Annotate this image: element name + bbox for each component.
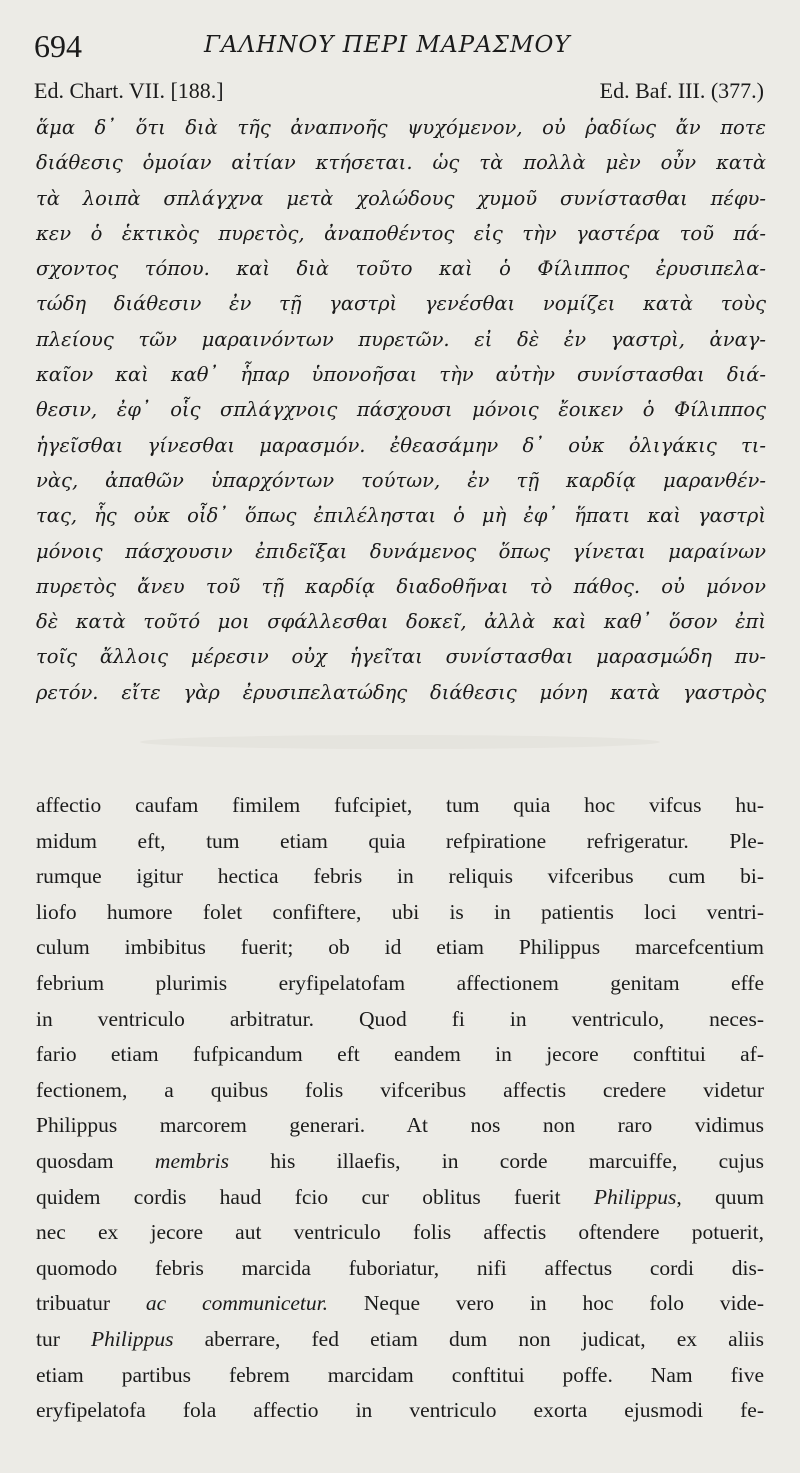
text-span: culum imbibitus fuerit; ob id etiam Philippus marcefcentium [36,935,764,960]
text-span: , quum [676,1184,764,1209]
latin-text-line [36,1215,764,1251]
edition-reference-right: Ed. Baf. III. (377.) [599,78,764,103]
latin-text-line [36,788,764,824]
page-header [34,28,770,68]
text-span: aberrare, fed etiam dum non judicat, ex aliis [173,1326,764,1351]
text-span: liofo humore folet confiftere, ubi is in patientis loci ventri- [36,899,764,924]
text-span: etiam partibus febrem marcidam conftitui poffe. Nam five [36,1362,764,1387]
text-span: quosdam [36,1148,155,1173]
latin-text-line [36,1393,764,1429]
latin-text-line [36,824,764,860]
greek-text-block [36,110,766,710]
text-span: quidem cordis haud fcio cur oblitus fuerit [36,1184,594,1209]
latin-text-line [36,1180,764,1216]
latin-text-line [36,1358,764,1394]
text-span: affectio caufam fimilem fufcipiet, tum quia hoc vifcus hu- [36,793,764,817]
latin-text-line [36,1251,764,1287]
latin-text-line [36,930,764,966]
latin-text-line [36,1073,764,1109]
text-span: rumque igitur hectica febris in reliquis vifceribus cum bi- [36,864,764,889]
greek-text-line: δὲ κατὰ τοῦτό μοι σφάλλεσθαι δοκεῖ, ἀλλὰ καὶ καθ᾽ ὅσον ἐπὶ [36,610,766,634]
text-span: eryfipelatofa fola affectio in ventriculo exorta ejusmodi fe- [36,1398,764,1423]
greek-text-line: ἡγεῖσθαι γίνεσθαι μαρασμόν. ἐθεασάμην δ᾽ οὐκ ὀλιγάκις τι- [36,433,766,457]
text-span: febrium plurimis eryfipelatofam affectionem genitam effe [36,970,764,995]
latin-text-line [36,859,764,895]
greek-text-line: πλείους τῶν μαραινόντων πυρετῶν. εἰ δὲ ἐν γαστρὶ, ἀναγ- [36,327,766,351]
text-span: nec ex jecore aut ventriculo folis affectis oftendere potuerit, [36,1220,764,1245]
latin-text-line [36,895,764,931]
text-span: Neque vero in hoc folo vide- [328,1291,765,1316]
running-title: ΓΑΛΗΝΟΥ ΠΕΡΙ ΜΑΡΑΣΜΟΥ [204,32,571,58]
text-span: midum eft, tum etiam quia refpiratione refrigeratur. Ple- [36,828,764,853]
greek-text-line: καῖον καὶ καθ᾽ ἧπαρ ὑπονοῆσαι τὴν αὐτὴν συνίστασθαι διά- [36,363,766,387]
text-span: fario etiam fufpicandum eft eandem in jecore conftitui af- [36,1042,764,1067]
text-span: Philippus marcorem generari. At nos non raro vidimus [36,1113,764,1138]
latin-text-line [36,1286,764,1322]
latin-text-line [36,1108,764,1144]
greek-text-line: μόνοις πάσχουσιν ἐπιδεῖξαι δυνάμενος ὅπως γίνεται μαραίνων [36,539,766,563]
text-span: in ventriculo arbitratur. Quod fi in ventriculo, neces- [36,1006,764,1031]
latin-text-line [36,1037,764,1073]
greek-text-line: τοῖς ἄλλοις μέρεσιν οὐχ ἡγεῖται συνίστασθαι μαρασμώδη πυ- [36,645,766,669]
latin-text-block [36,788,764,1429]
greek-text-line: πυρετὸς ἄνευ τοῦ τῇ καρδίᾳ διαδοθῆναι τὸ πάθος. οὐ μόνον [36,574,766,598]
greek-text-line: κεν ὁ ἑκτικὸς πυρετὸς, ἀναποθέντος εἰς τὴν γαστέρα τοῦ πά- [36,221,766,245]
greek-text-line: διάθεσις ὁμοίαν αἰτίαν κτήσεται. ὡς τὰ πολλὰ μὲν οὖν κατὰ [36,151,766,175]
greek-text-line: τας, ἧς οὐκ οἶδ᾽ ὅπως ἐπιλέλησται ὁ μὴ ἐφ᾽ ἥπατι καὶ γαστρὶ [36,504,766,528]
italic-span: Philippus [91,1326,174,1351]
latin-text-line [36,1322,764,1358]
italic-span: Philippus [593,1184,677,1209]
greek-text-line: ἅμα δ᾽ ὅτι διὰ τῆς ἀναπνοῆς ψυχόμενον, οὐ ῥαδίως ἄν ποτε [36,116,766,139]
greek-text-line: ρετόν. εἴτε γὰρ ἐρυσιπελατώδης διάθεσις μόνη κατὰ γαστρὸς [36,680,766,704]
latin-text-line [36,966,764,1002]
greek-text-line: τώδη διάθεσιν ἐν τῇ γαστρὶ γενέσθαι νομίζει κατὰ τοὺς [36,292,766,316]
paper-smudge [140,735,660,749]
text-span: quomodo febris marcida fuboriatur, nifi affectus cordi dis- [36,1255,764,1280]
edition-reference-left: Ed. Chart. VII. [188.] [34,78,224,103]
text-span: his illaefis, in corde marcuiffe, cujus [228,1148,764,1173]
text-span: fectionem, a quibus folis vifceribus affectis credere videtur [36,1077,764,1102]
greek-text-line: σχοντος τόπου. καὶ διὰ τοῦτο καὶ ὁ Φίλιππος ἐρυσιπελα- [36,257,766,281]
italic-span: ac communicetur. [145,1291,329,1316]
greek-text-line: τὰ λοιπὰ σπλάγχνα μετὰ χολώδους χυμοῦ συνίστασθαι πέφυ- [36,186,766,210]
text-span: tribuatur [36,1291,146,1316]
italic-span: membris [154,1148,229,1173]
greek-text-line: θεσιν, ἐφ᾽ οἷς σπλάγχνοις πάσχουσι μόνοις ἔοικεν ὁ Φίλιππος [36,398,766,422]
latin-text-line [36,1002,764,1038]
text-span: tur [36,1326,92,1351]
page-number: 694 [34,28,82,64]
latin-text-line [36,1144,764,1180]
greek-text-line: νὰς, ἀπαθῶν ὑπαρχόντων τούτων, ἐν τῇ καρδίᾳ μαρανθέν- [36,468,766,492]
